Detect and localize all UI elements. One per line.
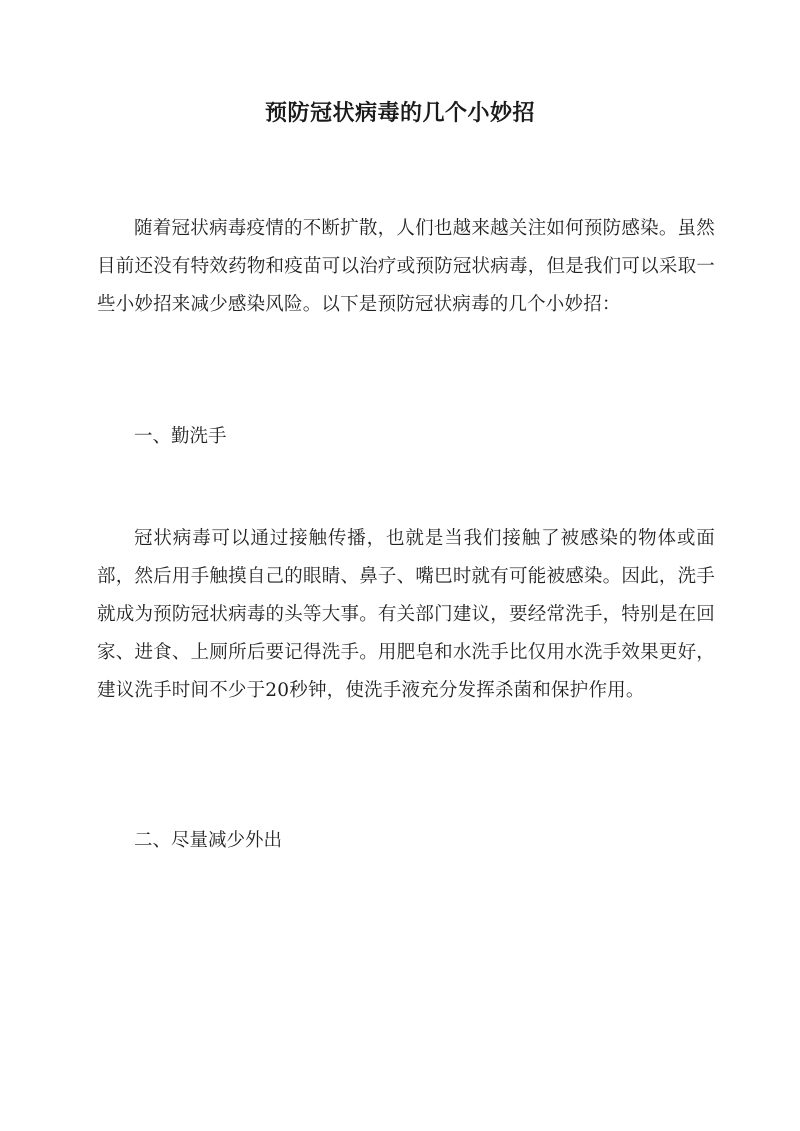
section-body-wash-hands: 冠状病毒可以通过接触传播，也就是当我们接触了被感染的物体或面部，然后用手触摸自己的眼睛、鼻子、嘴巴时就有可能被感染。因此，洗手就成为预防冠状病毒的头等大事。有关部门建议，要经常洗手，特别是在回家、进食、上厕所后要记得洗手。用肥皂和水洗手比仅用水洗手效果更好，建议洗手时间不少于20秒钟，使洗手液充分发挥杀菌和保护作用。 xyxy=(97,528,715,701)
section-heading-reduce-outings: 二、尽量减少外出 xyxy=(134,830,283,851)
document-title: 预防冠状病毒的几个小妙招 xyxy=(264,100,535,126)
intro-paragraph: 随着冠状病毒疫情的不断扩散，人们也越来越关注如何预防感染。虽然目前还没有特效药物和疫苗可以治疗或预防冠状病毒，但是我们可以采取一些小妙招来减少感染风险。以下是预防冠状病毒的几个小妙招： xyxy=(97,218,715,315)
section-heading-wash-hands: 一、勤洗手 xyxy=(134,426,227,447)
